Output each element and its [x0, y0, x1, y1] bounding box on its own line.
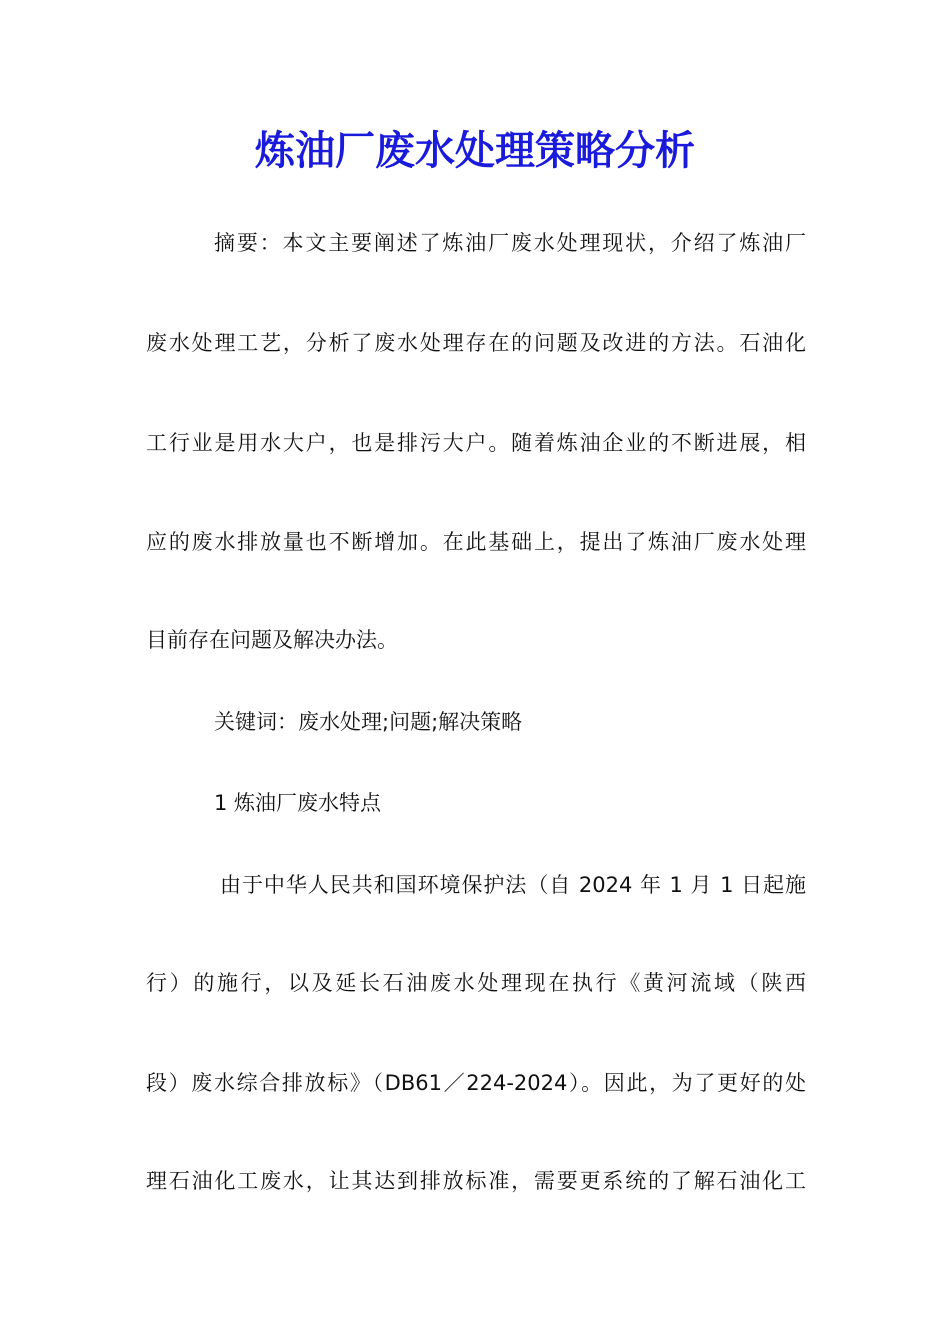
body-line-3: 段）废水综合排放标》（DB61／224-2024）。因此，为了更好的处: [146, 1071, 806, 1095]
abstract-line-1: 摘要：本文主要阐述了炼油厂废水处理现状，介绍了炼油厂: [214, 231, 806, 255]
body-line-4: 理石油化工废水，让其达到排放标准，需要更系统的了解石油化工: [146, 1169, 806, 1193]
keywords-line: 关键词：废水处理;问题;解决策略: [214, 710, 523, 734]
body-line-2: 行）的施行，以及延长石油废水处理现在执行《黄河流域（陕西: [146, 971, 806, 995]
abstract-line-2: 废水处理工艺，分析了废水处理存在的问题及改进的方法。石油化: [146, 331, 806, 355]
abstract-line-4: 应的废水排放量也不断增加。在此基础上，提出了炼油厂废水处理: [146, 530, 806, 554]
section-heading: 1 炼油厂废水特点: [214, 791, 382, 815]
abstract-line-3: 工行业是用水大户，也是排污大户。随着炼油企业的不断进展，相: [146, 431, 806, 455]
document-title: 炼油厂废水处理策略分析: [255, 127, 695, 174]
abstract-line-5: 目前存在问题及解决办法。: [146, 628, 398, 652]
body-line-1: 由于中华人民共和国环境保护法（自 2024 年 1 月 1 日起施: [220, 873, 806, 897]
